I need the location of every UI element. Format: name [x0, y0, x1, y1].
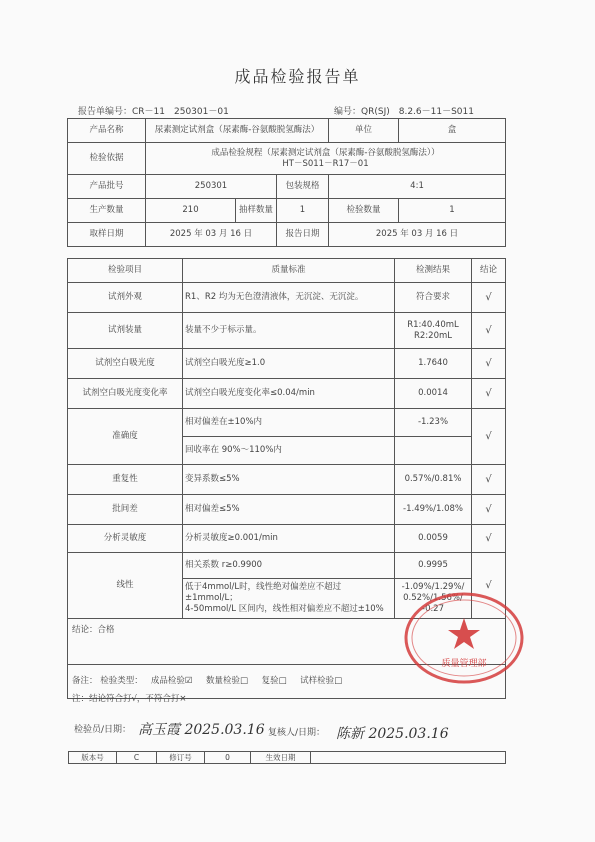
reviewer-label: 复核人/日期： [268, 728, 326, 738]
standard-cell: 相对偏差≤5% [183, 495, 395, 525]
table-row [68, 525, 506, 553]
table-row [68, 495, 506, 525]
production-quantity-label: 生产数量 [68, 199, 146, 223]
result-cell: 0.9995 [395, 553, 472, 579]
standard-line-2: 4-50mmol/L 区间内，线性相对偏差应不超过±10% [185, 604, 384, 614]
footnote: 注：结论符合打√，不符合打× [72, 694, 187, 704]
standard-line-1: 低于4mmol/L时，线性绝对偏差应不超过±1mmol/L； [185, 582, 342, 603]
revision-value: 0 [205, 752, 251, 764]
remarks-label: 备注： [72, 676, 98, 686]
column-header-item: 检验项目 [68, 259, 183, 283]
stamp-text: 质量管理部 [441, 659, 487, 669]
option-recheck-label: 复验 [261, 676, 279, 686]
option-quantity-label: 数量检验 [206, 676, 241, 686]
standard-cell: 相对偏差在±10%内 [183, 409, 395, 437]
conclusion-check: √ [472, 313, 506, 349]
revision-label: 修订号 [157, 752, 205, 764]
standard-cell: 分析灵敏度≥0.001/min [183, 525, 395, 553]
standard-cell [183, 579, 395, 619]
table-row [68, 349, 506, 379]
document-code [334, 104, 474, 117]
item-cell: 试剂空白吸光度 [68, 349, 183, 379]
table-row [68, 313, 506, 349]
result-line-1: R1:40.40mL [407, 319, 459, 330]
conclusion-check: √ [472, 349, 506, 379]
result-line-2: 0.52%/1.56%/ [403, 593, 463, 603]
version-label: 版本号 [69, 752, 117, 764]
pack-value: 4:1 [329, 175, 506, 199]
standard-cell: 装量不少于标示量。 [183, 313, 395, 349]
result-cell [395, 313, 472, 349]
batch-label: 产品批号 [68, 175, 146, 199]
version-value: C [117, 752, 157, 764]
report-date-value: 2025 年 03 月 16 日 [329, 223, 506, 247]
unit-label: 单位 [329, 119, 399, 143]
result-line-2: R2:20mL [413, 330, 452, 341]
standard-cell: 相关系数 r≥0.9900 [183, 553, 395, 579]
conclusion-check: √ [472, 409, 506, 465]
option-sample-label: 试样检验 [300, 676, 335, 686]
result-line-1: -1.09%/1.29%/ [401, 582, 465, 592]
inspector-label: 检验员/日期： [74, 725, 132, 735]
report-number-value: CR－11 250301－01 [132, 107, 229, 117]
table-row [68, 553, 506, 579]
standard-cell: 变异系数≤5% [183, 465, 395, 495]
unit-value: 盒 [399, 119, 506, 143]
option-finished-checkbox[interactable]: ☑ [184, 676, 193, 686]
table-row [68, 465, 506, 495]
option-sample-checkbox[interactable]: □ [334, 676, 343, 686]
item-cell: 批间差 [68, 495, 183, 525]
document-code-value: QR(SJ) 8.2.6－11－S011 [361, 107, 474, 117]
item-cell: 线性 [68, 553, 183, 619]
conclusion-check: √ [472, 379, 506, 409]
product-name-value: 尿素测定试剂盒（尿素酶-谷氨酸脱氢酶法） [146, 119, 329, 143]
conclusion-label: 结论： [72, 625, 98, 635]
item-cell: 分析灵敏度 [68, 525, 183, 553]
option-quantity-checkbox[interactable]: □ [240, 676, 249, 686]
result-cell: -1.49%/1.08% [395, 495, 472, 525]
result-cell: 0.0059 [395, 525, 472, 553]
result-line-3: -0.27 [422, 604, 444, 614]
test-quantity-value: 1 [399, 199, 506, 223]
result-cell [395, 437, 472, 465]
batch-value: 250301 [146, 175, 277, 199]
standard-cell: 试剂空白吸光度≥1.0 [183, 349, 395, 379]
report-number-label: 报告单编号： [78, 107, 133, 117]
basis-label: 检验依据 [68, 143, 146, 175]
result-cell: 0.57%/0.81% [395, 465, 472, 495]
document-title: 成品检验报告单 [234, 67, 361, 86]
result-cell: -1.23% [395, 409, 472, 437]
basis-line-1: 成品检验规程（尿素测定试剂盒（尿素酶-谷氨酸脱氢酶法）） [211, 147, 440, 158]
conclusion-check: √ [472, 465, 506, 495]
basis-value [146, 143, 506, 175]
sample-date-value: 2025 年 03 月 16 日 [146, 223, 277, 247]
item-cell: 试剂外观 [68, 283, 183, 313]
sample-quantity-value: 1 [277, 199, 329, 223]
table-row [68, 379, 506, 409]
star-icon [448, 618, 480, 649]
result-cell: 0.0014 [395, 379, 472, 409]
table-row [68, 283, 506, 313]
conclusion-check: √ [472, 283, 506, 313]
standard-cell: R1、R2 均为无色澄清液体，无沉淀、无沉淀。 [183, 283, 395, 313]
product-info-table [67, 118, 506, 247]
quality-department-stamp [402, 590, 526, 686]
effective-date-label: 生效日期 [251, 752, 311, 764]
effective-date-value [311, 752, 506, 764]
conclusion-check: √ [472, 525, 506, 553]
result-cell: 符合要求 [395, 283, 472, 313]
item-cell: 试剂装量 [68, 313, 183, 349]
inspector-signature: 高玉霞 2025.03.16 [138, 722, 265, 738]
conclusion-check: √ [472, 495, 506, 525]
conclusion-check: √ [472, 553, 506, 619]
document-code-label: 编号： [334, 107, 362, 117]
result-cell: 1.7640 [395, 349, 472, 379]
basis-line-2: HT－S011－R17－01 [282, 158, 369, 169]
reviewer-signature: 陈新 2025.03.16 [336, 726, 449, 742]
column-header-standard: 质量标准 [183, 259, 395, 283]
conclusion-value: 合格 [97, 625, 115, 635]
standard-cell: 试剂空白吸光度变化率≤0.04/min [183, 379, 395, 409]
item-cell: 准确度 [68, 409, 183, 465]
option-finished-label: 成品检验 [150, 676, 185, 686]
column-header-conclusion: 结论 [472, 259, 506, 283]
item-cell: 重复性 [68, 465, 183, 495]
production-quantity-value: 210 [146, 199, 236, 223]
product-name-label: 产品名称 [68, 119, 146, 143]
pack-label: 包装规格 [277, 175, 329, 199]
standard-cell: 回收率在 90%～110%内 [183, 437, 395, 465]
sample-quantity-label: 抽样数量 [236, 199, 277, 223]
column-header-result: 检测结果 [395, 259, 472, 283]
report-number [78, 104, 229, 117]
item-cell: 试剂空白吸光度变化率 [68, 379, 183, 409]
report-date-label: 报告日期 [277, 223, 329, 247]
test-quantity-label: 检验数量 [329, 199, 399, 223]
version-table [68, 751, 506, 764]
inspection-type-label: 检验类型： [100, 676, 143, 686]
table-row [68, 409, 506, 437]
sample-date-label: 取样日期 [68, 223, 146, 247]
option-recheck-checkbox[interactable]: □ [278, 676, 287, 686]
